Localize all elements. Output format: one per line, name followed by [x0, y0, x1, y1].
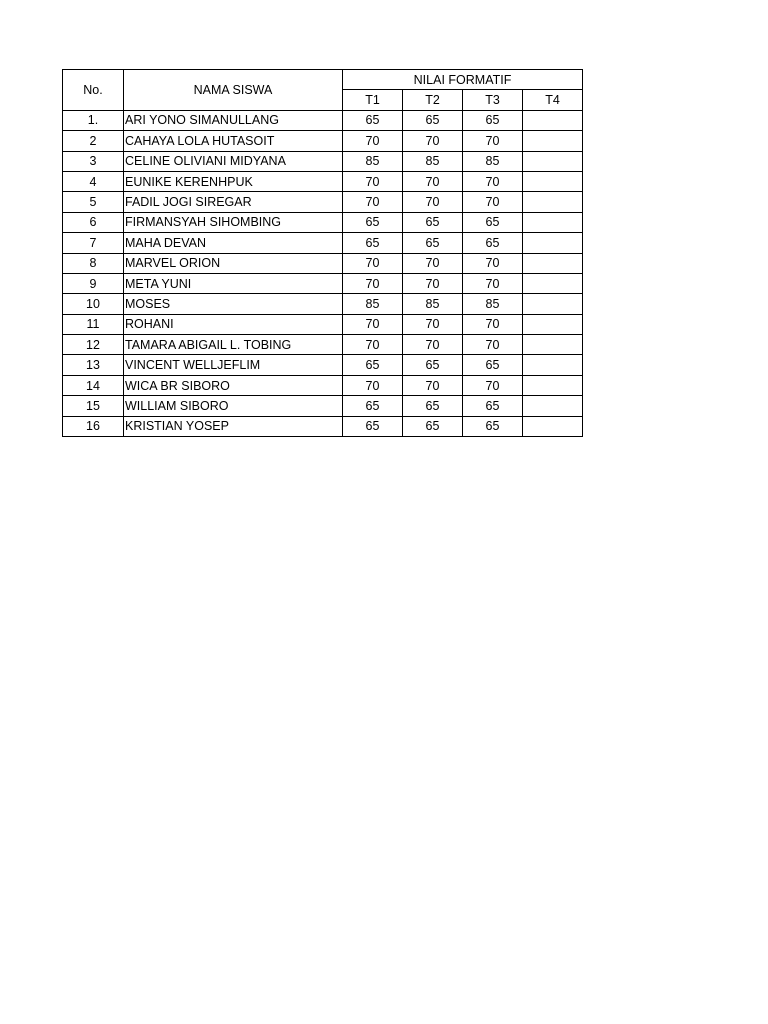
header-nilai-formatif: NILAI FORMATIF: [343, 70, 583, 90]
table-body: [63, 110, 583, 436]
cell-t1: 85: [343, 151, 403, 171]
cell-t3: 65: [463, 110, 523, 130]
cell-student-name: KRISTIAN YOSEP: [124, 416, 343, 436]
cell-student-name: TAMARA ABIGAIL L. TOBING: [124, 335, 343, 355]
cell-no: 8: [63, 253, 124, 273]
cell-t1: 65: [343, 212, 403, 232]
cell-t2: 85: [403, 294, 463, 314]
table-row: [63, 212, 583, 232]
cell-no: 12: [63, 335, 124, 355]
cell-no: 7: [63, 233, 124, 253]
cell-t2: 70: [403, 253, 463, 273]
cell-student-name: CELINE OLIVIANI MIDYANA: [124, 151, 343, 171]
cell-t4: [523, 151, 583, 171]
cell-t3: 70: [463, 131, 523, 151]
header-t2: T2: [403, 90, 463, 110]
cell-t1: 70: [343, 375, 403, 395]
table-row: [63, 294, 583, 314]
cell-t3: 65: [463, 416, 523, 436]
cell-t2: 85: [403, 151, 463, 171]
cell-student-name: VINCENT WELLJEFLIM: [124, 355, 343, 375]
cell-t3: 70: [463, 253, 523, 273]
cell-t4: [523, 294, 583, 314]
cell-t2: 70: [403, 131, 463, 151]
cell-t3: 70: [463, 192, 523, 212]
header-t3: T3: [463, 90, 523, 110]
cell-t4: [523, 335, 583, 355]
cell-t2: 65: [403, 355, 463, 375]
cell-student-name: META YUNI: [124, 273, 343, 293]
cell-t3: 70: [463, 314, 523, 334]
grades-table: [62, 69, 583, 437]
cell-t4: [523, 253, 583, 273]
table-header: [63, 70, 583, 111]
cell-t2: 65: [403, 416, 463, 436]
header-t4: T4: [523, 90, 583, 110]
cell-t4: [523, 355, 583, 375]
cell-t3: 65: [463, 355, 523, 375]
cell-t1: 70: [343, 192, 403, 212]
cell-t2: 70: [403, 314, 463, 334]
table-row: [63, 375, 583, 395]
cell-t4: [523, 273, 583, 293]
cell-t2: 70: [403, 375, 463, 395]
header-name: NAMA SISWA: [124, 70, 343, 111]
cell-t1: 65: [343, 396, 403, 416]
cell-student-name: FIRMANSYAH SIHOMBING: [124, 212, 343, 232]
cell-t3: 70: [463, 171, 523, 191]
cell-t4: [523, 171, 583, 191]
cell-t1: 65: [343, 233, 403, 253]
cell-t4: [523, 110, 583, 130]
cell-no: 14: [63, 375, 124, 395]
cell-t2: 65: [403, 212, 463, 232]
table-row: [63, 273, 583, 293]
cell-t2: 65: [403, 233, 463, 253]
cell-no: 6: [63, 212, 124, 232]
cell-student-name: WILLIAM SIBORO: [124, 396, 343, 416]
table-row: [63, 355, 583, 375]
cell-no: 1.: [63, 110, 124, 130]
cell-t1: 70: [343, 131, 403, 151]
cell-no: 16: [63, 416, 124, 436]
cell-t4: [523, 233, 583, 253]
table-row: [63, 396, 583, 416]
cell-no: 15: [63, 396, 124, 416]
cell-student-name: CAHAYA LOLA HUTASOIT: [124, 131, 343, 151]
cell-t1: 70: [343, 335, 403, 355]
cell-t3: 70: [463, 273, 523, 293]
table-row: [63, 253, 583, 273]
cell-t3: 70: [463, 335, 523, 355]
cell-t3: 70: [463, 375, 523, 395]
cell-student-name: MAHA DEVAN: [124, 233, 343, 253]
cell-t2: 70: [403, 171, 463, 191]
cell-t2: 70: [403, 335, 463, 355]
cell-no: 10: [63, 294, 124, 314]
table-row: [63, 192, 583, 212]
cell-t3: 65: [463, 212, 523, 232]
cell-t4: [523, 212, 583, 232]
table-row: [63, 131, 583, 151]
header-no: No.: [63, 70, 124, 111]
cell-no: 2: [63, 131, 124, 151]
cell-t3: 65: [463, 233, 523, 253]
header-row-1: [63, 70, 583, 90]
header-t1: T1: [343, 90, 403, 110]
cell-t1: 70: [343, 253, 403, 273]
table-row: [63, 335, 583, 355]
cell-t2: 65: [403, 396, 463, 416]
cell-student-name: ROHANI: [124, 314, 343, 334]
cell-t1: 70: [343, 171, 403, 191]
cell-t4: [523, 131, 583, 151]
cell-t2: 70: [403, 273, 463, 293]
table-row: [63, 314, 583, 334]
cell-no: 5: [63, 192, 124, 212]
cell-student-name: WICA BR SIBORO: [124, 375, 343, 395]
table-row: [63, 416, 583, 436]
cell-no: 3: [63, 151, 124, 171]
cell-no: 13: [63, 355, 124, 375]
cell-t1: 65: [343, 416, 403, 436]
cell-t3: 85: [463, 294, 523, 314]
cell-t4: [523, 396, 583, 416]
cell-t3: 65: [463, 396, 523, 416]
cell-t2: 65: [403, 110, 463, 130]
cell-student-name: EUNIKE KERENHPUK: [124, 171, 343, 191]
cell-no: 9: [63, 273, 124, 293]
cell-t1: 70: [343, 314, 403, 334]
cell-t4: [523, 416, 583, 436]
table-row: [63, 151, 583, 171]
cell-no: 11: [63, 314, 124, 334]
cell-student-name: MARVEL ORION: [124, 253, 343, 273]
cell-t1: 65: [343, 355, 403, 375]
cell-t4: [523, 192, 583, 212]
cell-student-name: MOSES: [124, 294, 343, 314]
cell-t1: 65: [343, 110, 403, 130]
table-row: [63, 110, 583, 130]
table-row: [63, 233, 583, 253]
cell-student-name: FADIL JOGI SIREGAR: [124, 192, 343, 212]
cell-no: 4: [63, 171, 124, 191]
cell-t4: [523, 314, 583, 334]
cell-student-name: ARI YONO SIMANULLANG: [124, 110, 343, 130]
cell-t2: 70: [403, 192, 463, 212]
table-row: [63, 171, 583, 191]
cell-t1: 85: [343, 294, 403, 314]
cell-t4: [523, 375, 583, 395]
cell-t1: 70: [343, 273, 403, 293]
cell-t3: 85: [463, 151, 523, 171]
